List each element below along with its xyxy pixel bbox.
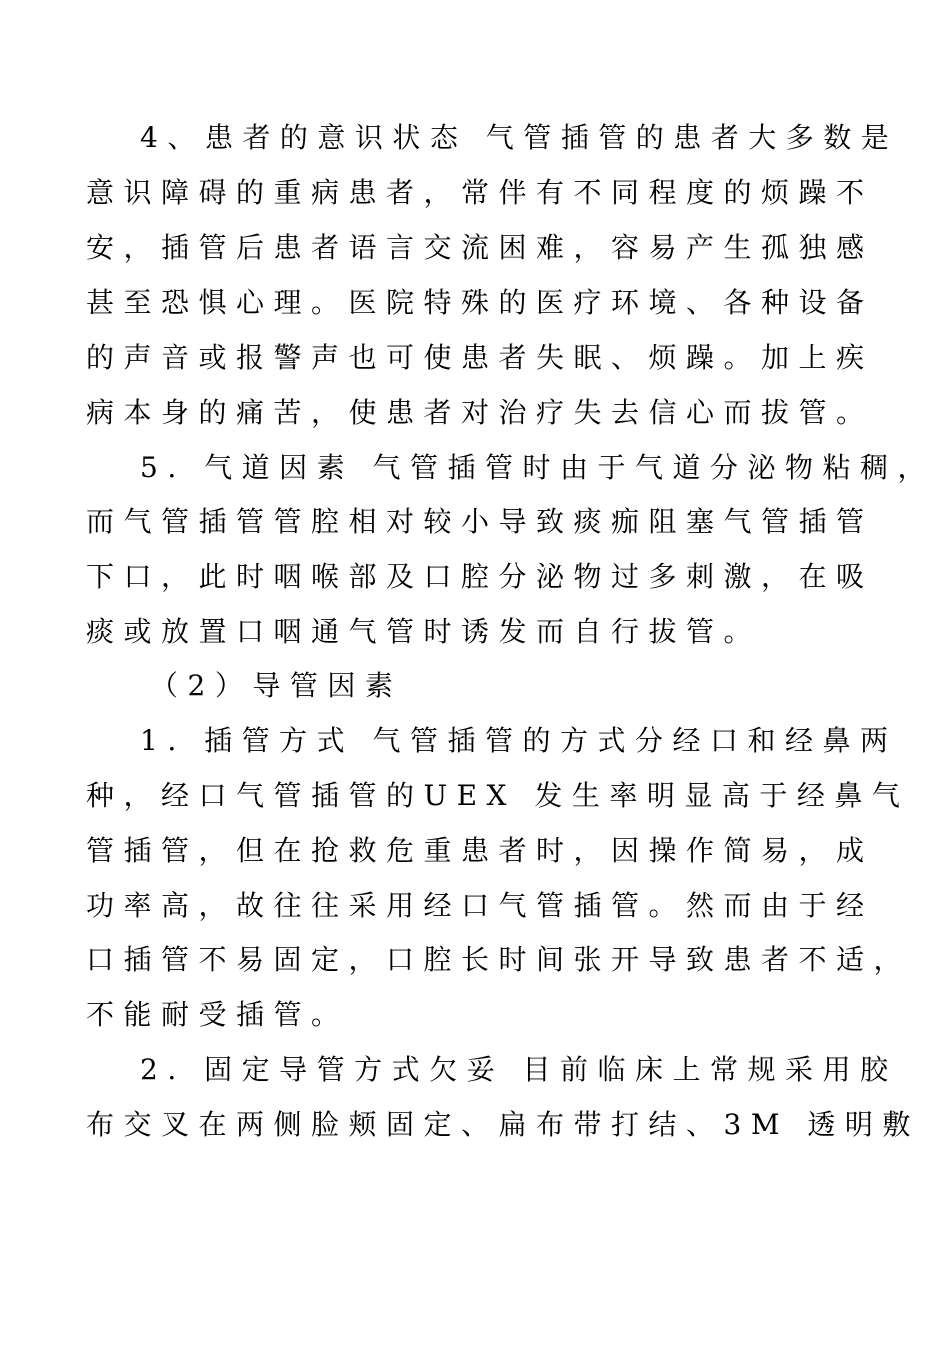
paragraph-1-line-3: 管插管，但在抢救危重患者时，因操作简易，成 bbox=[86, 834, 874, 867]
paragraph-5-line-2: 而气管插管管腔相对较小导致痰痂阻塞气管插管 bbox=[86, 505, 874, 538]
paragraph-5-line-1: 5. 气道因素 气管插管时由于气道分泌物粘稠， bbox=[140, 451, 936, 484]
paragraph-5-line-3: 下口，此时咽喉部及口腔分泌物过多刺激，在吸 bbox=[86, 560, 874, 593]
paragraph-4-line-1: 4、患者的意识状态 气管插管的患者大多数是 bbox=[140, 121, 899, 154]
paragraph-5-line-4: 痰或放置口咽通气管时诱发而自行拔管。 bbox=[86, 615, 762, 648]
paragraph-4-line-5: 的声音或报警声也可使患者失眠、烦躁。加上疾 bbox=[86, 341, 874, 374]
paragraph-4-line-4: 甚至恐惧心理。医院特殊的医疗环境、各种设备 bbox=[86, 286, 874, 319]
paragraph-2-line-2: 布交叉在两侧脸颊固定、扁布带打结、3M 透明敷 bbox=[86, 1108, 920, 1141]
paragraph-1-line-4: 功率高，故往往采用经口气管插管。然而由于经 bbox=[86, 889, 874, 922]
paragraph-4-line-2: 意识障碍的重病患者，常伴有不同程度的烦躁不 bbox=[86, 176, 874, 209]
paragraph-4-line-6: 病本身的痛苦，使患者对治疗失去信心而拔管。 bbox=[86, 396, 874, 429]
paragraph-2-line-1: 2. 固定导管方式欠妥 目前临床上常规采用胶 bbox=[140, 1053, 898, 1086]
paragraph-4-line-3: 安，插管后患者语言交流困难，容易产生孤独感 bbox=[86, 231, 874, 264]
section-heading-catheter-factors: （2）导管因素 bbox=[150, 669, 403, 702]
paragraph-1-line-2: 种，经口气管插管的UEX 发生率明显高于经鼻气 bbox=[86, 779, 910, 812]
paragraph-1-line-1: 1. 插管方式 气管插管的方式分经口和经鼻两 bbox=[140, 724, 898, 757]
paragraph-1-line-6: 不能耐受插管。 bbox=[86, 998, 349, 1031]
paragraph-1-line-5: 口插管不易固定，口腔长时间张开导致患者不适， bbox=[86, 943, 912, 976]
